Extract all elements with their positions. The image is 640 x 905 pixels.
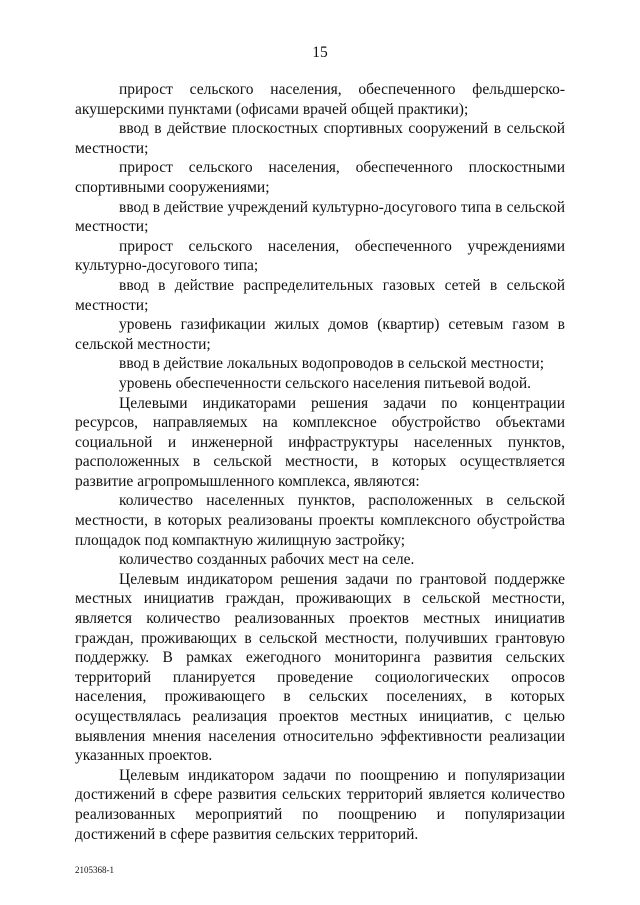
paragraph: прирост сельского населения, обеспеченного фельдшерско-акушерскими пунктами (офисами врачей общей практики); (75, 81, 565, 118)
document-body (75, 80, 565, 844)
page-number: 15 (312, 44, 328, 61)
paragraph: ввод в действие распределительных газовых сетей в сельской местности; (75, 276, 565, 314)
paragraph: Целевыми индикаторами решения задачи по концентрации ресурсов, направляемых на комплексное обустройство объектами социальной и инженерной инфраструктуры населенных пунктов, расположенных в сельской местности, в которых осуществляется развитие агропромышленного комплекса, являются: (75, 394, 565, 490)
paragraph: Целевым индикатором решения задачи по грантовой поддержке местных инициатив граждан, проживающих в сельской местности, является количество реализованных проектов местных инициатив граждан, проживающих в сельской местности, получивших грантовую поддержку. В рамках ежегодного мониторинга развития сельских территорий планируется проведение социологических опросов населения, проживающего в сельских поселениях, в которых осуществлялась реализация проектов местных инициатив, с целью выявления мнения населения относительно эффективности реализации указанных проектов. (75, 570, 565, 765)
paragraph: количество созданных рабочих мест на селе. (119, 551, 415, 569)
paragraph: прирост сельского населения, обеспеченного плоскостными спортивными сооружениями; (75, 159, 565, 196)
paragraph: ввод в действие учреждений культурно-досугового типа в сельской местности; (75, 198, 565, 236)
paragraph: уровень газификации жилых домов (квартир) сетевым газом в сельской местности; (75, 316, 565, 353)
paragraph: ввод в действие плоскостных спортивных сооружений в сельской местности; (75, 120, 565, 157)
document-code: 2105368-1 (75, 865, 114, 875)
paragraph: Целевым индикатором задачи по поощрению и популяризации достижений в сфере развития сельских территорий является количество реализованных мероприятий по поощрению и популяризации достижений в сфере развития сельских территорий. (75, 766, 565, 843)
paragraph: уровень обеспеченности сельского населения питьевой водой. (119, 374, 532, 392)
paragraph: количество населенных пунктов, расположенных в сельской местности, в которых реализованы проекты комплексного обустройства площадок под компактную жилищную застройку; (75, 492, 565, 549)
paragraph: прирост сельского населения, обеспеченного учреждениями культурно-досугового типа; (75, 237, 565, 275)
paragraph: ввод в действие локальных водопроводов в сельской местности; (119, 355, 545, 373)
